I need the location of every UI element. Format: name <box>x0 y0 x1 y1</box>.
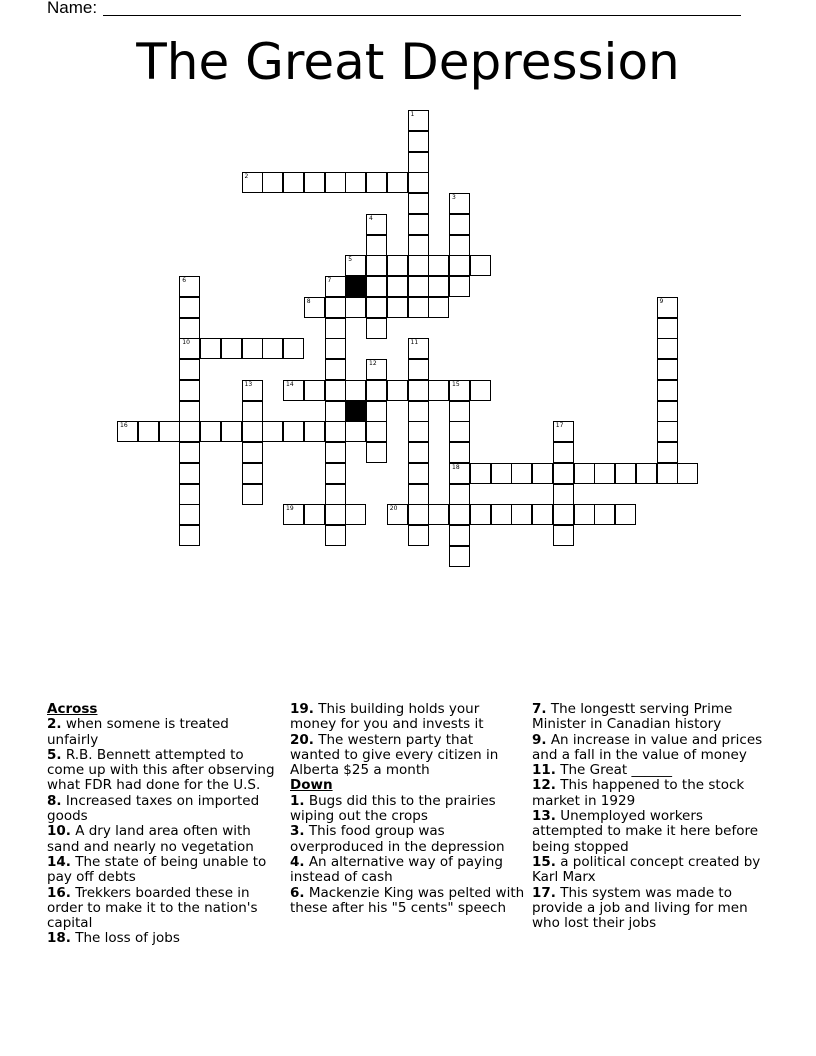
clue-number-label: 18. <box>47 930 71 947</box>
grid-cell[interactable] <box>491 504 512 525</box>
grid-cell[interactable] <box>470 380 491 401</box>
grid-cell[interactable] <box>179 359 200 380</box>
clue-item <box>47 717 283 748</box>
grid-cell[interactable] <box>325 380 346 401</box>
grid-cell[interactable] <box>242 484 263 505</box>
clue-number-label: 15. <box>532 853 556 870</box>
grid-cell[interactable] <box>574 504 595 525</box>
grid-cell[interactable] <box>366 214 387 235</box>
clue-number-label: 19. <box>290 701 314 717</box>
across-heading: Across <box>47 701 98 717</box>
grid-cell[interactable] <box>615 463 636 484</box>
clue-number: 10 <box>182 339 190 347</box>
grid-cell[interactable] <box>615 504 636 525</box>
grid-cell[interactable] <box>449 525 470 546</box>
grid-cell[interactable] <box>449 380 470 401</box>
grid-cell[interactable] <box>553 463 574 484</box>
down-heading: Down <box>290 777 333 794</box>
grid-cell[interactable] <box>408 214 429 235</box>
grid-cell[interactable] <box>283 338 304 359</box>
grid-cell[interactable] <box>242 401 263 422</box>
grid-cell[interactable] <box>677 463 698 484</box>
grid-cell[interactable] <box>408 504 429 525</box>
grid-cell[interactable] <box>408 338 429 359</box>
grid-cell[interactable] <box>283 172 304 193</box>
grid-cell[interactable] <box>387 504 408 525</box>
grid-cell[interactable] <box>262 172 283 193</box>
grid-cell[interactable] <box>304 297 325 318</box>
clue-number-label: 11. <box>532 762 556 779</box>
clue-item <box>290 794 526 825</box>
clue-number: 12 <box>369 360 377 367</box>
grid-cell[interactable] <box>657 359 678 380</box>
grid-cell[interactable] <box>449 463 470 484</box>
grid-cell[interactable] <box>511 504 532 525</box>
grid-cell[interactable] <box>449 546 470 567</box>
clue-number-label: 1. <box>290 792 305 809</box>
grid-cell[interactable] <box>491 463 512 484</box>
clues-column-2 <box>290 702 526 916</box>
clue-number-label: 12. <box>532 777 556 794</box>
clues-column-3 <box>532 702 768 931</box>
grid-cell[interactable] <box>657 463 678 484</box>
grid-cell[interactable] <box>179 380 200 401</box>
clue-text: The loss of jobs <box>70 930 180 947</box>
grid-cell[interactable] <box>408 401 429 422</box>
grid-cell[interactable] <box>366 235 387 256</box>
clue-number: 18 <box>452 463 460 471</box>
grid-cell[interactable] <box>408 380 429 401</box>
clue-text: This system was made to provide a job and living for men who lost their jobs <box>532 884 748 932</box>
grid-cell[interactable] <box>221 421 242 442</box>
grid-cell[interactable] <box>325 359 346 380</box>
clue-number-label: 14. <box>47 853 71 870</box>
clue-number: 20 <box>389 505 398 513</box>
grid-cell[interactable] <box>221 338 242 359</box>
clue-text: The western party that wanted to give every citizen in Alberta $25 a month <box>290 731 499 779</box>
grid-cell[interactable] <box>408 525 429 546</box>
clue-number: 8 <box>306 297 311 305</box>
clue-item <box>290 702 526 733</box>
grid-cell[interactable] <box>345 504 366 525</box>
grid-cell[interactable] <box>242 380 263 401</box>
clues-column-1 <box>47 702 283 947</box>
grid-cell[interactable] <box>449 401 470 422</box>
clue-number-label: 16. <box>47 884 71 901</box>
clue-text: This happened to the stock market in 1929 <box>532 777 745 809</box>
grid-cell[interactable] <box>449 235 470 256</box>
grid-cell[interactable] <box>283 421 304 442</box>
clue-text: An increase in value and prices and a fall in the value of money <box>532 731 763 763</box>
clue-text: Increased taxes on imported goods <box>47 792 260 825</box>
clue-number: 4 <box>369 214 373 222</box>
grid-cell[interactable] <box>242 463 263 484</box>
grid-cell[interactable] <box>408 484 429 505</box>
grid-cell[interactable] <box>532 504 553 525</box>
grid-cell[interactable] <box>408 276 429 297</box>
grid-cell[interactable] <box>408 359 429 380</box>
clue-text: when somene is treated unfairly <box>47 716 229 748</box>
grid-cell[interactable] <box>366 442 387 463</box>
grid-cell[interactable] <box>159 421 180 442</box>
grid-cell[interactable] <box>200 338 221 359</box>
grid-cell[interactable] <box>553 421 574 442</box>
grid-cell[interactable] <box>366 255 387 276</box>
grid-cell[interactable] <box>449 214 470 235</box>
clue-text: The longestt serving Prime Minister in Canadian history <box>532 701 733 733</box>
clue-item <box>47 931 283 946</box>
grid-cell[interactable] <box>428 504 449 525</box>
grid-cell[interactable] <box>179 421 200 442</box>
clue-text: Mackenzie King was pelted with these after his "5 cents" speech <box>290 884 525 916</box>
grid-cell[interactable] <box>242 172 263 193</box>
clue-item <box>47 794 283 825</box>
grid-cell[interactable] <box>408 255 429 276</box>
name-label: Name: <box>47 0 98 17</box>
clue-number-label: 20. <box>290 731 314 748</box>
grid-cell[interactable] <box>657 401 678 422</box>
grid-cell[interactable] <box>325 276 346 297</box>
grid-cell[interactable] <box>200 421 221 442</box>
clue-item <box>532 886 768 932</box>
clue-text: This building holds your money for you and invests it <box>290 701 484 733</box>
clue-number-label: 6. <box>290 884 305 901</box>
page-title: The Great Depression <box>136 33 680 91</box>
grid-cell[interactable] <box>117 421 138 442</box>
grid-cell[interactable] <box>387 172 408 193</box>
clue-item <box>47 824 283 855</box>
grid-cell[interactable] <box>594 463 615 484</box>
grid-cell[interactable] <box>366 297 387 318</box>
clue-item <box>532 733 768 764</box>
clue-number: 6 <box>182 277 187 284</box>
grid-cell[interactable] <box>574 463 595 484</box>
grid-cell[interactable] <box>366 172 387 193</box>
grid-cell[interactable] <box>325 401 346 422</box>
grid-cell[interactable] <box>283 504 304 525</box>
grid-cell[interactable] <box>242 338 263 359</box>
grid-cell[interactable] <box>657 380 678 401</box>
grid-cell[interactable] <box>408 235 429 256</box>
clue-number: 9 <box>659 297 664 305</box>
grid-cell[interactable] <box>636 463 657 484</box>
grid-cell[interactable] <box>470 463 491 484</box>
clue-number-label: 10. <box>47 823 71 840</box>
grid-cell[interactable] <box>470 504 491 525</box>
grid-cell[interactable] <box>179 525 200 546</box>
clue-item <box>532 778 768 809</box>
clue-number: 1 <box>410 111 415 118</box>
grid-cell[interactable] <box>179 276 200 297</box>
grid-cell[interactable] <box>657 421 678 442</box>
grid-cell[interactable] <box>408 172 429 193</box>
grid-cell[interactable] <box>325 484 346 505</box>
grid-cell[interactable] <box>449 442 470 463</box>
grid-cell[interactable] <box>304 421 325 442</box>
grid-cell[interactable] <box>262 421 283 442</box>
grid-cell[interactable] <box>594 504 615 525</box>
grid-cell[interactable] <box>345 172 366 193</box>
clue-number-label: 5. <box>47 746 62 763</box>
clue-text: Bugs did this to the prairies wiping out the crops <box>290 792 496 825</box>
grid-cell[interactable] <box>179 338 200 359</box>
grid-cell[interactable] <box>408 193 429 214</box>
grid-cell[interactable] <box>470 255 491 276</box>
clue-text: An alternative way of paying instead of cash <box>290 853 503 886</box>
clue-text: a political concept created by Karl Marx <box>532 853 761 886</box>
grid-cell[interactable] <box>408 131 429 152</box>
grid-cell[interactable] <box>366 359 387 380</box>
grid-cell[interactable] <box>657 318 678 339</box>
clue-number: 11 <box>410 339 419 347</box>
clue-number: 15 <box>452 380 460 388</box>
grid-cell[interactable] <box>304 380 325 401</box>
grid-cell[interactable] <box>408 152 429 173</box>
clue-item <box>532 809 768 855</box>
clue-text: The Great ______ <box>555 762 672 779</box>
clue-text: Trekkers boarded these in order to make it to the nation's capital <box>47 884 258 932</box>
clue-item <box>47 855 283 886</box>
grid-cell[interactable] <box>345 297 366 318</box>
clue-number: 13 <box>244 380 253 388</box>
clue-number-label: 9. <box>532 731 547 748</box>
clue-item <box>532 855 768 886</box>
clue-item <box>290 824 526 855</box>
grid-cell[interactable] <box>325 525 346 546</box>
grid-cell[interactable] <box>657 297 678 318</box>
grid-cell[interactable] <box>428 380 449 401</box>
grid-cell[interactable] <box>325 297 346 318</box>
grid-cell[interactable] <box>449 421 470 442</box>
grid-cell[interactable] <box>532 463 553 484</box>
clue-number: 3 <box>452 194 456 201</box>
grid-cell[interactable] <box>262 338 283 359</box>
grid-cell[interactable] <box>428 297 449 318</box>
grid-cell[interactable] <box>408 421 429 442</box>
clue-item <box>47 886 283 932</box>
clue-number: 7 <box>327 277 332 284</box>
grid-cell[interactable] <box>179 504 200 525</box>
grid-cell[interactable] <box>304 172 325 193</box>
clue-item <box>290 886 526 917</box>
grid-cell[interactable] <box>345 421 366 442</box>
grid-cell[interactable] <box>387 380 408 401</box>
grid-cell[interactable] <box>366 421 387 442</box>
grid-cell[interactable] <box>179 401 200 422</box>
grid-cell[interactable] <box>325 338 346 359</box>
grid-cell[interactable] <box>449 193 470 214</box>
grid-cell[interactable] <box>366 318 387 339</box>
clue-item <box>290 733 526 779</box>
grid-cell[interactable] <box>428 276 449 297</box>
grid-cell[interactable] <box>179 297 200 318</box>
clue-number-label: 17. <box>532 884 556 901</box>
grid-cell[interactable] <box>408 297 429 318</box>
clue-number-label: 7. <box>532 701 547 717</box>
grid-cell[interactable] <box>138 421 159 442</box>
grid-cell[interactable] <box>325 463 346 484</box>
grid-cell[interactable] <box>553 484 574 505</box>
clue-number-label: 3. <box>290 823 305 840</box>
clue-number-label: 13. <box>532 808 556 825</box>
grid-cell[interactable] <box>511 463 532 484</box>
clue-text: R.B. Bennett attempted to come up with this after observing what FDR had done for the U.S. <box>47 746 275 794</box>
black-cell <box>345 401 366 422</box>
grid-cell[interactable] <box>657 338 678 359</box>
grid-cell[interactable] <box>325 172 346 193</box>
clue-number: 14 <box>286 380 294 388</box>
clue-number-label: 8. <box>47 792 62 809</box>
grid-cell[interactable] <box>387 276 408 297</box>
clue-text: Unemployed workers attempted to make it here before being stopped <box>532 808 759 855</box>
grid-cell[interactable] <box>553 504 574 525</box>
grid-cell[interactable] <box>553 442 574 463</box>
clue-text: A dry land area often with sand and nearly no vegetation <box>47 823 254 855</box>
grid-cell[interactable] <box>304 504 325 525</box>
grid-cell[interactable] <box>449 484 470 505</box>
grid-cell[interactable] <box>387 255 408 276</box>
grid-cell[interactable] <box>657 442 678 463</box>
grid-cell[interactable] <box>325 318 346 339</box>
clue-item <box>47 748 283 794</box>
clue-text: This food group was overproduced in the depression <box>290 823 505 855</box>
grid-cell[interactable] <box>408 110 429 131</box>
grid-cell[interactable] <box>325 504 346 525</box>
clue-item <box>290 855 526 886</box>
grid-cell[interactable] <box>428 255 449 276</box>
clue-number: 2 <box>244 173 249 181</box>
grid-cell[interactable] <box>366 380 387 401</box>
grid-cell[interactable] <box>179 442 200 463</box>
grid-cell[interactable] <box>325 421 346 442</box>
grid-cell[interactable] <box>366 401 387 422</box>
grid-cell[interactable] <box>242 421 263 442</box>
clue-number: 19 <box>286 505 294 513</box>
clue-number: 17 <box>555 422 564 430</box>
clue-item <box>532 763 768 778</box>
clue-number: 5 <box>348 256 353 264</box>
grid-cell[interactable] <box>179 484 200 505</box>
grid-cell[interactable] <box>449 255 470 276</box>
grid-cell[interactable] <box>179 318 200 339</box>
grid-cell[interactable] <box>179 463 200 484</box>
grid-cell[interactable] <box>553 525 574 546</box>
grid-cell[interactable] <box>387 297 408 318</box>
clue-item <box>532 702 768 733</box>
grid-cell[interactable] <box>325 442 346 463</box>
clue-number-label: 2. <box>47 716 62 733</box>
grid-cell[interactable] <box>408 463 429 484</box>
grid-cell[interactable] <box>345 255 366 276</box>
black-cell <box>345 276 366 297</box>
grid-cell[interactable] <box>366 276 387 297</box>
grid-cell[interactable] <box>283 380 304 401</box>
grid-cell[interactable] <box>242 442 263 463</box>
grid-cell[interactable] <box>449 504 470 525</box>
clue-number: 16 <box>120 422 128 430</box>
grid-cell[interactable] <box>345 380 366 401</box>
grid-cell[interactable] <box>449 276 470 297</box>
grid-cell[interactable] <box>408 442 429 463</box>
clue-text: The state of being unable to pay off debts <box>47 853 267 886</box>
clue-number-label: 4. <box>290 853 305 870</box>
